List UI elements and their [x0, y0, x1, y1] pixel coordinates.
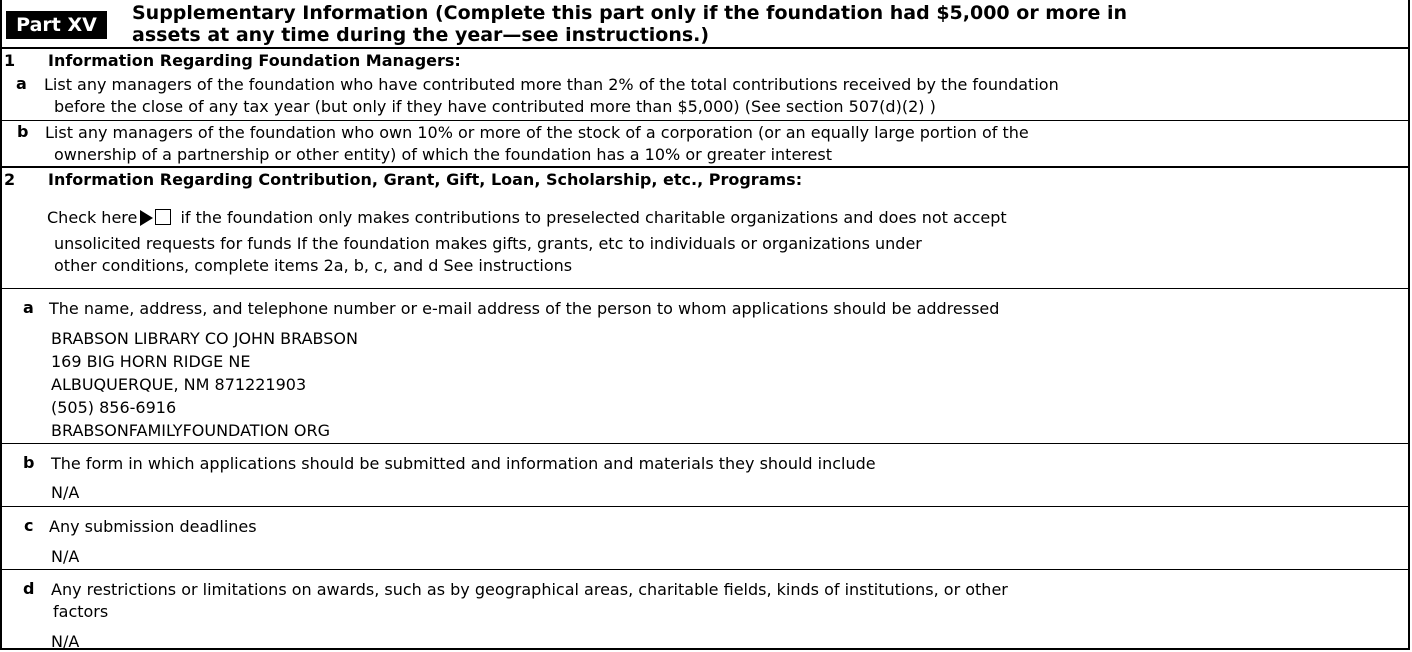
- section2d-question-line1: Any restrictions or limitations on awards, such as by geographical areas, charitable fields, kinds of institutions, or other: [51, 580, 1008, 599]
- section1-title: Information Regarding Foundation Managers:: [48, 51, 461, 70]
- check-here-label: Check here: [47, 208, 138, 227]
- part-title-line1: Supplementary Information (Complete this part only if the foundation had $5,000 or more in: [132, 2, 1128, 24]
- section2c-letter: c: [24, 516, 34, 535]
- header-divider: [2, 47, 1408, 49]
- section2b-divider: [2, 506, 1408, 507]
- section1-divider: [2, 166, 1408, 168]
- section2c-question: Any submission deadlines: [49, 517, 257, 536]
- section1a-text-line2: before the close of any tax year (but only if they have contributed more than $5,000) (See section 507(d)(2) ): [54, 97, 936, 116]
- section2d-letter: d: [23, 579, 35, 598]
- section2a-letter: a: [23, 298, 34, 317]
- section2a-question: The name, address, and telephone number or e-mail address of the person to whom applications should be addressed: [49, 299, 1000, 318]
- applicant-phone: (505) 856-6916: [51, 398, 177, 417]
- section1a-text-line1: List any managers of the foundation who have contributed more than 2% of the total contributions received by the foundation: [44, 75, 1059, 94]
- section1b-text-line1: List any managers of the foundation who own 10% or more of the stock of a corporation (or an equally large portion of the: [45, 123, 1029, 142]
- section2-check-divider: [2, 288, 1408, 289]
- section1b-text-line2: ownership of a partnership or other entity) of which the foundation has a 10% or greater interest: [54, 145, 832, 164]
- part-label: Part XV: [6, 11, 107, 39]
- section2a-divider: [2, 443, 1408, 444]
- applicant-street: 169 BIG HORN RIDGE NE: [51, 352, 251, 371]
- preselected-only-checkbox[interactable]: [155, 209, 171, 225]
- check-text-line3: other conditions, complete items 2a, b, c, and d See instructions: [54, 256, 573, 275]
- section2b-answer: N/A: [51, 483, 80, 502]
- section2c-divider: [2, 569, 1408, 570]
- section2d-answer: N/A: [51, 632, 80, 651]
- check-here-line: [47, 208, 1007, 227]
- arrow-right-icon: [140, 210, 153, 226]
- section2-number: 2: [4, 170, 16, 189]
- section2b-question: The form in which applications should be submitted and information and materials they should include: [51, 454, 876, 473]
- section1b-letter: b: [17, 122, 29, 141]
- applicant-email: BRABSONFAMILYFOUNDATION ORG: [51, 421, 331, 440]
- section2d-question-line2: factors: [53, 602, 109, 621]
- applicant-city-state-zip: ALBUQUERQUE, NM 871221903: [51, 375, 307, 394]
- section1-number: 1: [4, 51, 16, 70]
- check-text-line1: if the foundation only makes contributions to preselected charitable organizations and does not accept: [180, 208, 1007, 227]
- section1a-letter: a: [16, 74, 27, 93]
- check-text-line2: unsolicited requests for funds If the foundation makes gifts, grants, etc to individuals or organizations under: [54, 234, 922, 253]
- part-title-line2: assets at any time during the year—see instructions.): [132, 24, 710, 46]
- applicant-name: BRABSON LIBRARY CO JOHN BRABSON: [51, 329, 358, 348]
- section2b-letter: b: [23, 453, 35, 472]
- section2c-answer: N/A: [51, 547, 80, 566]
- section1a-divider: [2, 120, 1408, 121]
- section2-title: Information Regarding Contribution, Grant, Gift, Loan, Scholarship, etc., Programs:: [48, 170, 803, 189]
